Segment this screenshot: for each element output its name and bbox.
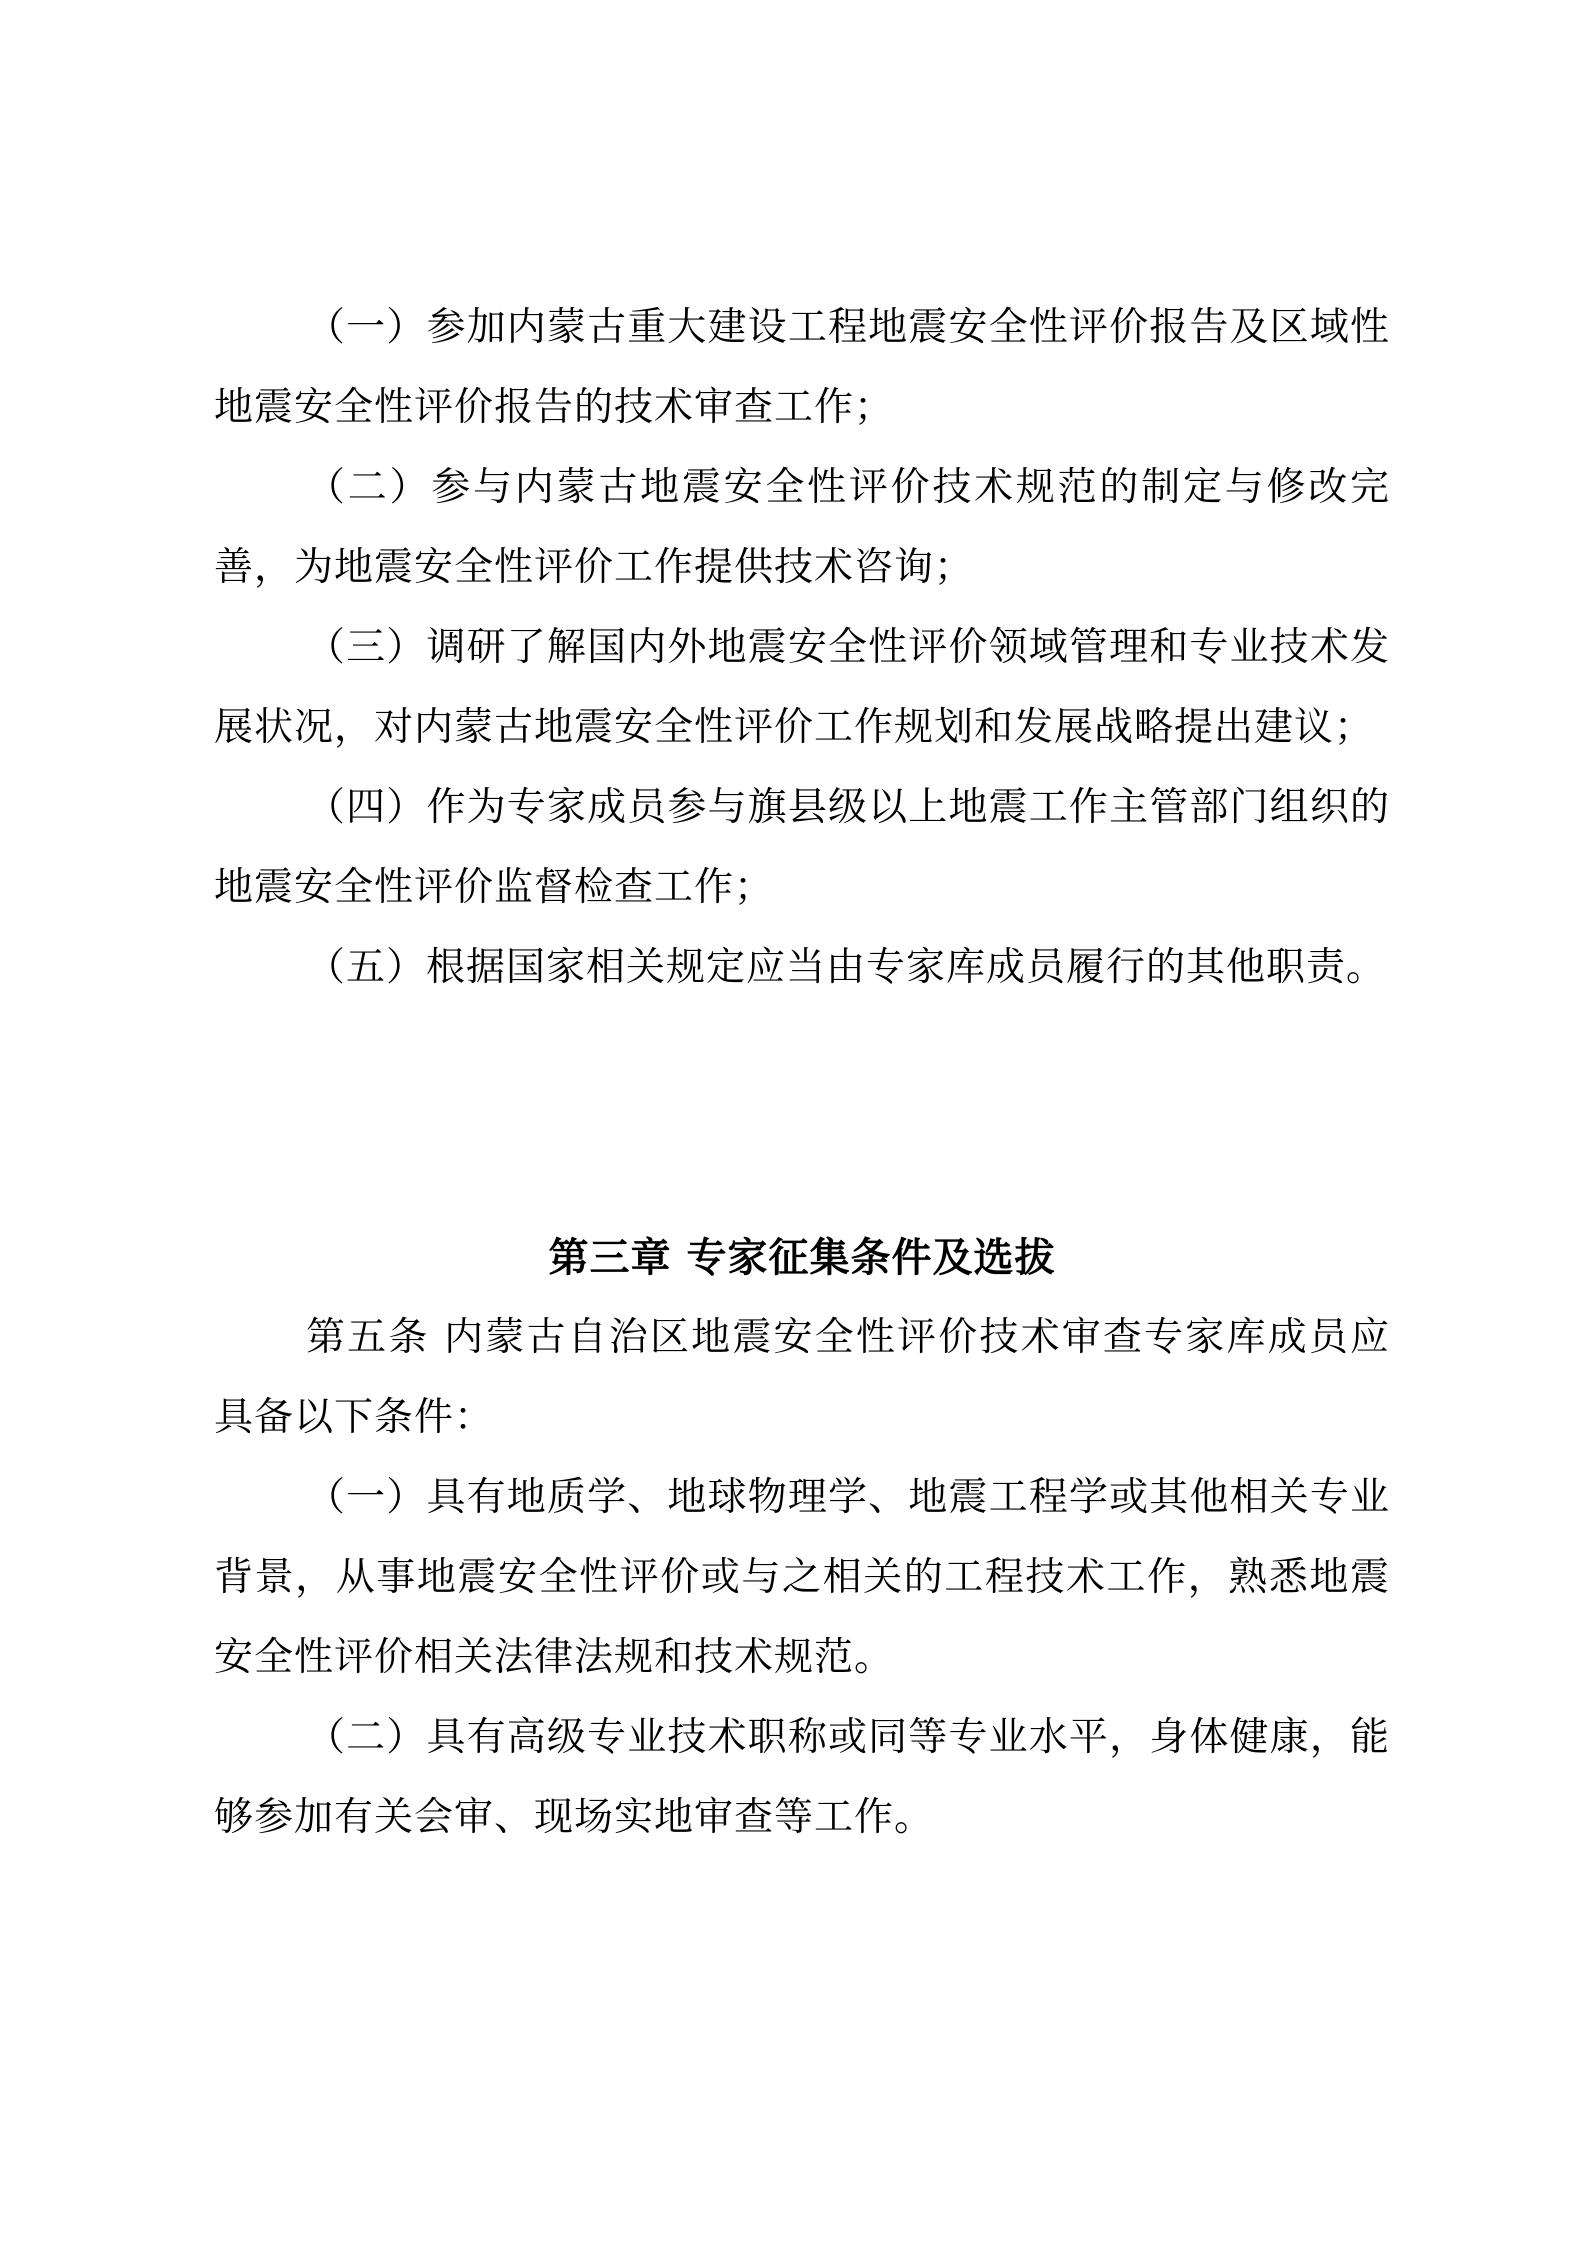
duty-item-4: （四）作为专家成员参与旗县级以上地震工作主管部门组织的地震安全性评价监督检查工作；: [214, 785, 1390, 910]
condition-item-2: （二）具有高级专业技术职称或同等专业水平，身体健康，能够参加有关会审、现场实地审查等工作。: [214, 1715, 1390, 1840]
duty-item-5: （五）根据国家相关规定应当由专家库成员履行的其他职责。: [306, 945, 1387, 990]
duty-item-3: （三）调研了解国内外地震安全性评价领域管理和专业技术发展状况，对内蒙古地震安全性评价工作规划和发展战略提出建议；: [214, 625, 1390, 750]
duty-item-1: （一）参加内蒙古重大建设工程地震安全性评价报告及区域性地震安全性评价报告的技术审查工作；: [214, 305, 1390, 430]
duties-section: [214, 288, 1390, 1008]
chapter-heading: 第三章 专家征集条件及选拔: [548, 1234, 1056, 1281]
condition-item-1: （一）具有地质学、地球物理学、地震工程学或其他相关专业背景，从事地震安全性评价或与之相关的工程技术工作，熟悉地震安全性评价相关法律法规和技术规范。: [214, 1475, 1390, 1680]
chapter-three-section: [214, 1218, 1390, 1858]
duty-item-2: （二）参与内蒙古地震安全性评价技术规范的制定与修改完善，为地震安全性评价工作提供技术咨询；: [214, 465, 1390, 590]
article-five: 第五条 内蒙古自治区地震安全性评价技术审查专家库成员应具备以下条件：: [214, 1315, 1390, 1440]
